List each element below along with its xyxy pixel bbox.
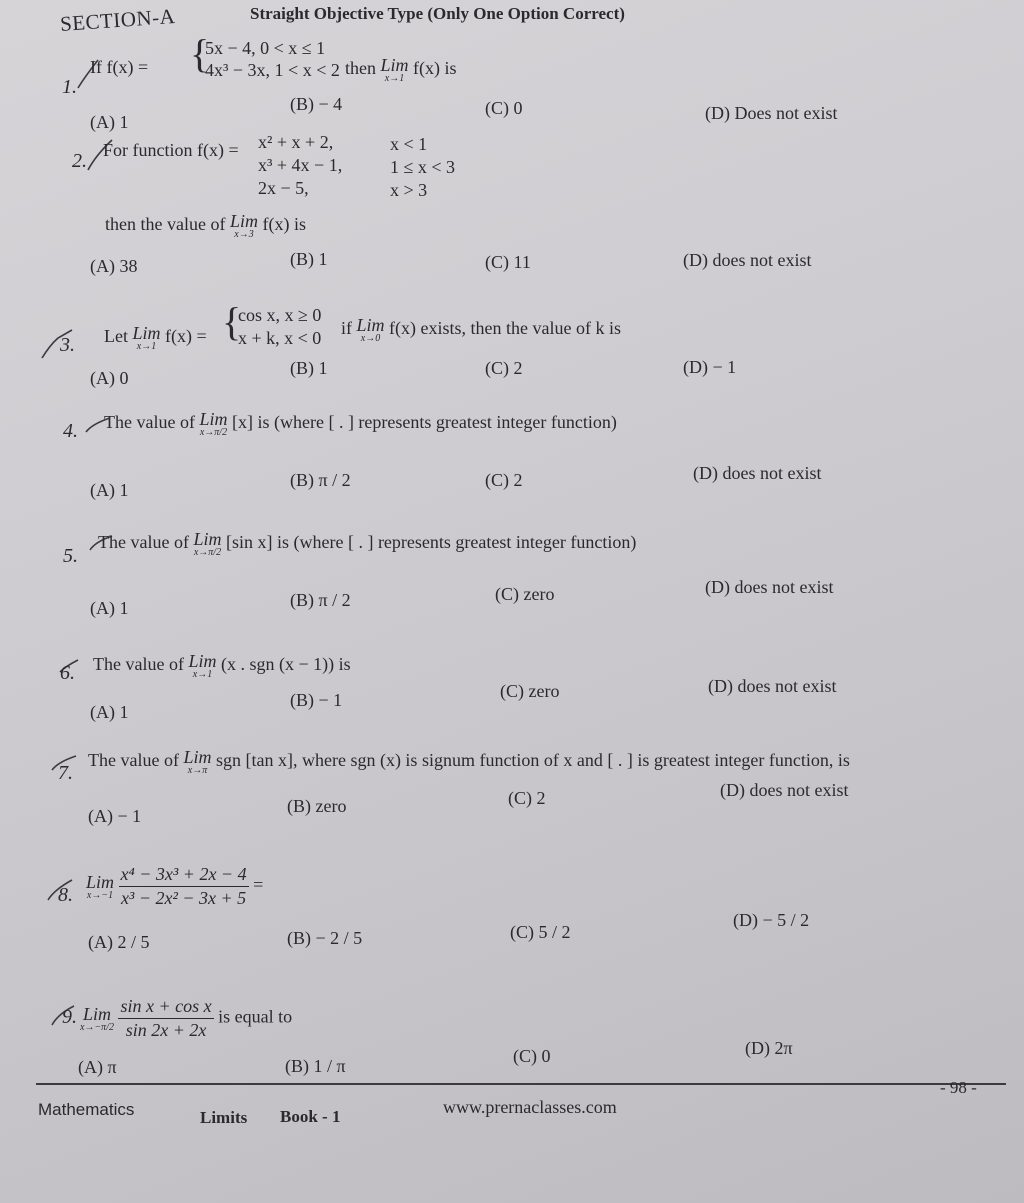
question-4-option-a[interactable]: (A) 1 — [90, 480, 129, 500]
question-9-expression: Lim x→−π/2 $\frac{\text{sin x + cos x}}{\sin 2x + 2x}$ is equal to — [80, 996, 293, 1040]
question-8-limit: Lim x→−1 — [86, 871, 115, 901]
question-6-option-d[interactable]: (D) does not exist — [708, 676, 837, 696]
question-3-option-b[interactable]: (B) 1 — [290, 358, 328, 378]
question-1-limit: Lim x→1 — [380, 55, 409, 84]
question-7-number: 7. — [58, 762, 73, 784]
question-7-option-a[interactable]: (A) − 1 — [88, 806, 142, 826]
question-8-option-d[interactable]: (D) − 5 / 2 — [733, 910, 810, 930]
question-9-limit: Lim x→−π/2 — [80, 1003, 114, 1033]
question-3-limit: Lim x→1 — [132, 323, 161, 352]
question-2-text: For function f(x) = — [103, 140, 239, 160]
question-8-number: 8. — [58, 884, 73, 906]
question-4-text: The value of Lim x→π/2 [x] is (where [ . ] represents greatest integer function) — [104, 409, 617, 438]
footer-website[interactable]: www.prernaclasses.com — [443, 1097, 617, 1117]
question-6-limit: Lim x→1 — [188, 651, 217, 680]
question-5-text: The value of Lim x→π/2 [sin x] is (where [ . ] represents greatest integer function) — [98, 529, 637, 558]
question-8-numerator: x⁴ − 3x³ + 2x − 4 — [119, 864, 249, 887]
section-title: Straight Objective Type (Only One Option Correct) — [250, 4, 625, 23]
question-5-number: 5. — [63, 545, 78, 567]
question-5-option-a[interactable]: (A) 1 — [90, 598, 129, 618]
question-7-option-d[interactable]: (D) does not exist — [720, 780, 849, 800]
question-6-option-b[interactable]: (B) − 1 — [290, 690, 343, 710]
question-2-piece-2-expr: x³ + 4x − 1, — [258, 155, 343, 175]
question-8-option-a[interactable]: (A) 2 / 5 — [88, 932, 150, 952]
question-3-number: 3. — [60, 334, 75, 356]
question-1-option-a[interactable]: (A) 1 — [90, 112, 129, 132]
question-2-option-a[interactable]: (A) 38 — [90, 256, 138, 276]
section-heading: SECTION-A — [59, 4, 176, 36]
question-2-text-then: then the value of Lim x→3 f(x) is — [105, 211, 306, 240]
footer-chapter: Limits — [200, 1108, 248, 1127]
question-3-option-c[interactable]: (C) 2 — [485, 358, 523, 378]
question-2-option-d[interactable]: (D) does not exist — [683, 250, 812, 270]
question-8-fraction — [119, 864, 249, 909]
question-2-limit: Lim x→3 — [229, 211, 258, 240]
question-3-piece-1: cos x, x ≥ 0 — [238, 305, 322, 325]
question-7-limit: Lim x→π — [183, 747, 212, 776]
question-4-number: 4. — [63, 420, 78, 442]
question-4-option-d[interactable]: (D) does not exist — [693, 463, 822, 483]
question-9-number: 9. — [62, 1006, 77, 1028]
question-3-piece-2: x + k, x < 0 — [238, 328, 322, 348]
question-6-number: 6. — [60, 662, 75, 684]
question-2-piece-1-expr: x² + x + 2, — [258, 132, 334, 152]
footer-book: Book - 1 — [280, 1107, 341, 1126]
question-5-option-d[interactable]: (D) does not exist — [705, 577, 834, 597]
question-2-piece-3-expr: 2x − 5, — [258, 178, 309, 198]
question-9-option-c[interactable]: (C) 0 — [513, 1046, 551, 1066]
question-4-option-c[interactable]: (C) 2 — [485, 470, 523, 490]
question-5-option-b[interactable]: (B) π / 2 — [290, 590, 351, 610]
question-2-option-b[interactable]: (B) 1 — [290, 249, 328, 269]
question-7-text: The value of Lim x→π sgn [tan x], where sgn (x) is signum function of x and [ . ] is greatest integer function, is — [88, 747, 850, 776]
question-7-option-c[interactable]: (C) 2 — [508, 788, 546, 808]
footer-divider — [36, 1083, 1006, 1085]
question-4-limit: Lim x→π/2 — [199, 409, 228, 438]
question-9-option-b[interactable]: (B) 1 / π — [285, 1056, 346, 1076]
question-3-text-if: if Lim x→0 f(x) exists, then the value of k is — [341, 315, 621, 344]
question-3-text: Let Lim x→1 f(x) = — [104, 323, 207, 352]
question-1-piece-2: 4x³ − 3x, 1 < x < 2 — [205, 60, 340, 80]
question-7-option-b[interactable]: (B) zero — [287, 796, 347, 816]
question-1-option-c[interactable]: (C) 0 — [485, 98, 523, 118]
question-1-option-d[interactable]: (D) Does not exist — [705, 103, 838, 123]
footer-page-number: - 98 - — [940, 1078, 977, 1097]
footer-subject: Mathematics — [38, 1100, 135, 1119]
question-9-denominator: sin 2x + 2x — [125, 1020, 207, 1040]
question-1-piece-1: 5x − 4, 0 < x ≤ 1 — [205, 38, 326, 58]
question-2-piece-1-cond: x < 1 — [390, 134, 428, 154]
question-2-option-c[interactable]: (C) 11 — [485, 252, 531, 272]
question-4-option-b[interactable]: (B) π / 2 — [290, 470, 351, 490]
question-1-option-b[interactable]: (B) − 4 — [290, 94, 343, 114]
question-3-option-d[interactable]: (D) − 1 — [683, 357, 737, 377]
question-6-text: The value of Lim x→1 (x . sgn (x − 1)) is — [93, 651, 351, 680]
question-2-piece-3-cond: x > 3 — [390, 180, 428, 200]
question-8-option-b[interactable]: (B) − 2 / 5 — [287, 928, 363, 948]
question-6-option-a[interactable]: (A) 1 — [90, 702, 129, 722]
question-8-expression: Lim x→−1 $\frac{\text{x⁴ − 3x³ + 2x − 4}}{\text{x³ − 2x² − 3x + 5}}$ = — [86, 864, 264, 908]
question-9-option-d[interactable]: (D) 2π — [745, 1038, 793, 1058]
question-9-option-a[interactable]: (A) π — [78, 1057, 117, 1077]
question-2-number: 2. — [72, 150, 87, 172]
question-1-text-then: then Lim x→1 f(x) is — [345, 55, 457, 84]
question-1-text: If f(x) = — [90, 57, 149, 77]
question-6-option-c[interactable]: (C) zero — [500, 681, 560, 701]
question-5-limit: Lim x→π/2 — [193, 529, 222, 558]
question-1-number: 1. — [62, 76, 77, 98]
question-3-option-a[interactable]: (A) 0 — [90, 368, 129, 388]
question-8-denominator: x³ − 2x² − 3x + 5 — [120, 888, 247, 908]
question-9-numerator: sin x + cos x — [118, 996, 213, 1019]
question-3-brace: { — [222, 299, 242, 344]
question-8-option-c[interactable]: (C) 5 / 2 — [510, 922, 571, 942]
question-1-brace: { — [190, 31, 210, 76]
question-3-limit-2: Lim x→0 — [356, 315, 385, 344]
question-2-piece-2-cond: 1 ≤ x < 3 — [390, 157, 456, 177]
question-9-fraction — [118, 996, 213, 1041]
question-5-option-c[interactable]: (C) zero — [495, 584, 555, 604]
